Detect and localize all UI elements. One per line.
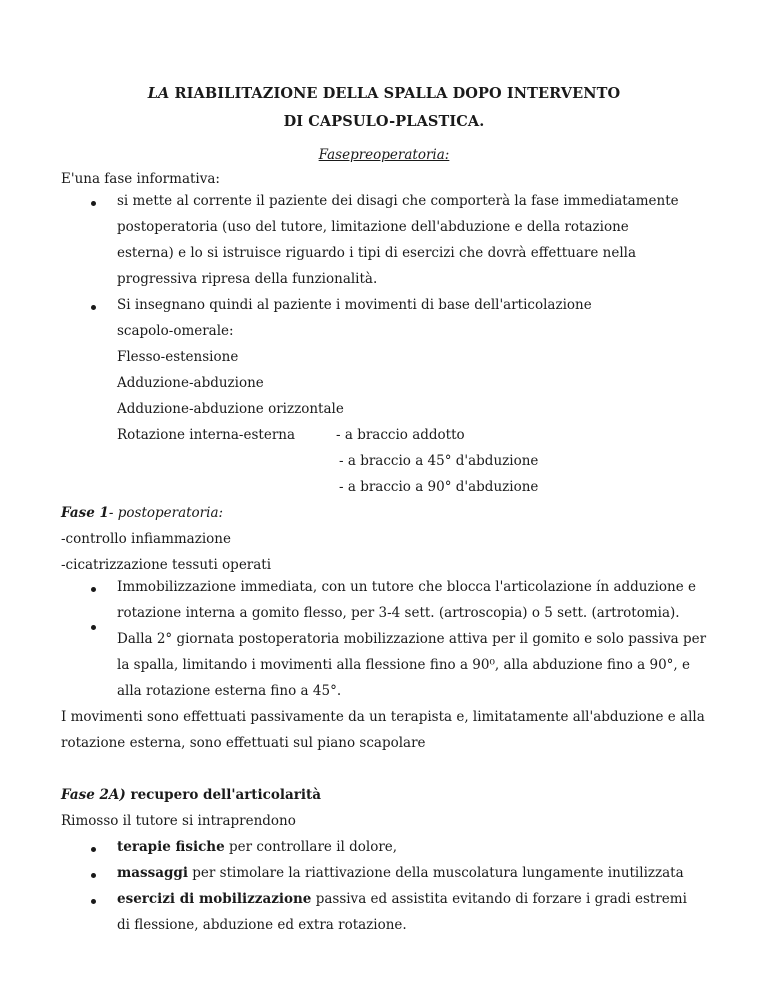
movement-item: Adduzione-abduzione <box>117 375 264 391</box>
fase2a-item-bold: massaggi <box>117 865 188 881</box>
fase2a-item-rest: per stimolare la riattivazione della muscolatura lungamente inutilizzata <box>188 865 684 881</box>
intro-text: E'una fase informativa: <box>61 171 220 187</box>
preop-bullet2-line1: Si insegnano quindi al paziente i movimenti di base dell'articolazione <box>117 297 592 313</box>
preop-bullet1-line3: esterna) e lo si istruisce riguardo i tipi di esercizi che dovrà effettuare nella <box>117 245 637 261</box>
bullet-dot <box>91 305 96 310</box>
bullet-dot <box>91 587 96 592</box>
rotation-option: - a braccio a 45° d'abduzione <box>339 453 539 469</box>
fase2a-heading <box>61 787 321 803</box>
preop-bullet1-line1: si mette al corrente il paziente dei disagi che comporterà la fase immediatamente <box>117 193 679 209</box>
fase2a-label-rest: recupero dell'articolarità <box>125 787 321 803</box>
fase2a-item <box>117 891 687 907</box>
fase2a-item-bold: esercizi di mobilizzazione <box>117 891 312 907</box>
fase2a-item-bold: terapie fisiche <box>117 839 225 855</box>
fase1-note-line1: I movimenti sono effettuati passivamente da un terapista e, limitatamente all'abduzione e alla <box>61 709 705 725</box>
fase2a-item-rest: per controllare il dolore, <box>224 839 398 855</box>
document-title-line1 <box>0 85 768 102</box>
bullet-dot <box>91 873 96 878</box>
fase2a-item <box>117 839 397 855</box>
fase2a-intro: Rimosso il tutore si intraprendono <box>61 813 296 829</box>
fase1-label-rest: - postoperatoria: <box>108 505 224 521</box>
rotation-option: - a braccio a 90° d'abduzione <box>339 479 539 495</box>
bullet-dot <box>91 847 96 852</box>
preop-bullet2-line2: scapolo-omerale: <box>117 323 234 339</box>
movement-item: Flesso-estensione <box>117 349 239 365</box>
fase2a-item <box>117 865 684 881</box>
fase1-bullet2-line1: Dalla 2° giornata postoperatoria mobilizzazione attiva per il gomito e solo passiva per <box>117 631 707 647</box>
fase1-bullet2-line2: la spalla, limitando i movimenti alla flessione fino a 90⁰, alla abduzione fino a 90°, e <box>117 657 690 673</box>
fase2a-item-cont: di flessione, abduzione ed extra rotazione. <box>117 917 407 933</box>
fase2a-label: Fase 2A) <box>61 787 126 803</box>
fase2a-item-rest: passiva ed assistita evitando di forzare i gradi estremi <box>311 891 687 907</box>
bullet-dot <box>91 625 96 630</box>
title-italic-word: LA <box>147 85 170 102</box>
section-subtitle-preop: Fasepreoperatoria: <box>318 147 450 163</box>
fase1-note-line2: rotazione esterna, sono effettuati sul piano scapolare <box>61 735 426 751</box>
title-rest: RIABILITAZIONE DELLA SPALLA DOPO INTERVENTO <box>169 85 621 102</box>
bullet-dot <box>91 201 96 206</box>
bullet-dot <box>91 899 96 904</box>
document-title-line2: DI CAPSULO-PLASTICA. <box>283 113 485 130</box>
rotation-option: - a braccio addotto <box>336 427 465 443</box>
fase1-bullet1-line2: rotazione interna a gomito flesso, per 3-4 sett. (artroscopia) o 5 sett. (artrotomia). <box>117 605 680 621</box>
fase1-heading <box>61 505 223 521</box>
fase1-bullet1-line1: Immobilizzazione immediata, con un tutore che blocca l'articolazione ín adduzione e <box>117 579 696 595</box>
fase1-goal: -cicatrizzazione tessuti operati <box>61 557 272 573</box>
preop-bullet1-line2: postoperatoria (uso del tutore, limitazione dell'abduzione e della rotazione <box>117 219 629 235</box>
movement-item: Rotazione interna-esterna <box>117 427 296 443</box>
fase1-goal: -controllo infiammazione <box>61 531 231 547</box>
fase1-bullet2-line3: alla rotazione esterna fino a 45°. <box>117 683 342 699</box>
preop-bullet1-line4: progressiva ripresa della funzionalità. <box>117 271 378 287</box>
movement-item: Adduzione-abduzione orizzontale <box>117 401 344 417</box>
fase1-label: Fase 1 <box>61 505 109 521</box>
